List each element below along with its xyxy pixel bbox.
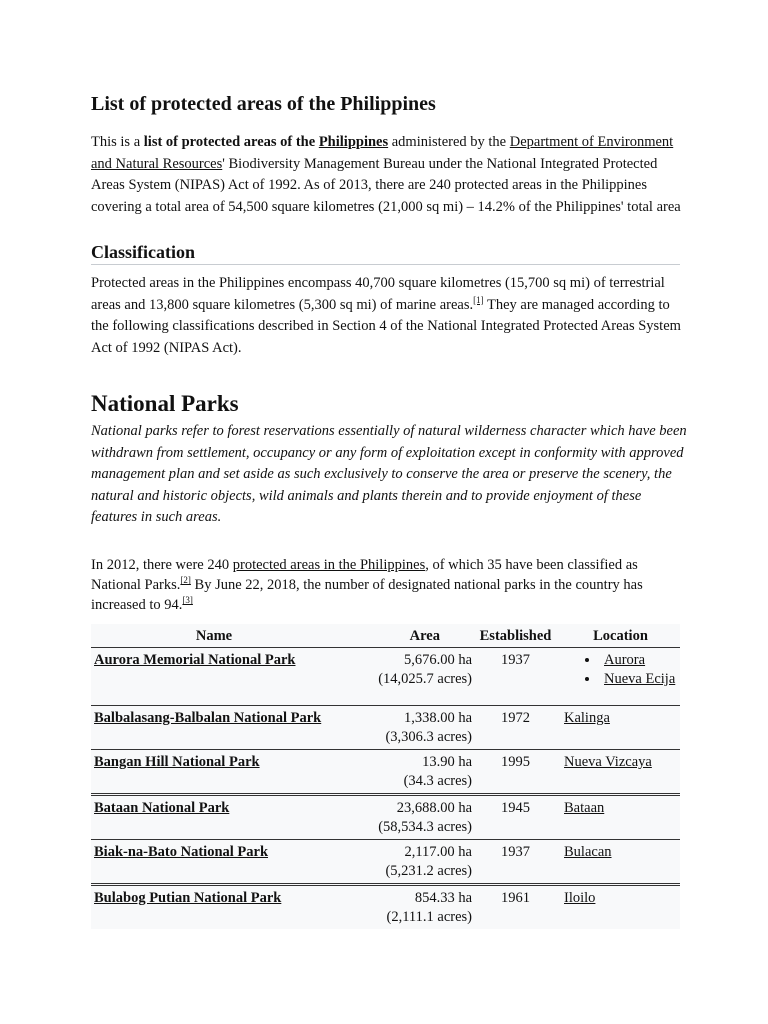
intro-bold-text: list of protected areas of the	[143, 134, 319, 150]
table-row	[91, 706, 680, 750]
location-column-header[interactable]: Location	[556, 624, 680, 648]
table-row	[91, 885, 680, 930]
park-location	[556, 750, 680, 795]
intro-paragraph	[91, 132, 691, 218]
location-link[interactable]: Nueva Ecija	[604, 671, 676, 687]
table-row	[91, 750, 680, 795]
park-area-acres: (58,534.3 acres)	[378, 819, 472, 835]
national-parks-heading: National Parks	[91, 391, 239, 416]
national-parks-definition: National parks refer to forest reservations essentially of natural wilderness character which have been withdrawn from settlement, occupancy or any form of exploitation except in conformity with approved management plan and set aside as such exclusively to conserve the area or preserve the scenery, the natural and historic objects, wild animals and plants therein and to provide enjoyment of these features in such areas.	[91, 423, 687, 526]
park-location	[556, 885, 680, 930]
park-location	[556, 840, 680, 885]
name-column-header[interactable]: Name	[91, 624, 337, 648]
park-area-acres: (14,025.7 acres)	[378, 671, 472, 687]
park-area-ha: 13.90 ha	[422, 754, 472, 770]
protected-areas-link[interactable]: protected areas in the Philippines	[232, 557, 426, 573]
park-location	[556, 795, 680, 840]
park-established: 1937	[475, 840, 556, 885]
park-area	[337, 885, 475, 930]
park-name-link[interactable]: Bataan National Park	[94, 800, 230, 816]
table-header-row	[91, 624, 680, 648]
location-link[interactable]: Bulacan	[564, 844, 612, 860]
page-title: List of protected areas of the Philippines	[91, 93, 436, 115]
classification-text: They are managed according to the following classifications described in Section 4 of the National Integrated Protected Areas System Act of 1992 (NIPAS Act).	[91, 296, 681, 356]
park-area	[337, 648, 475, 706]
philippines-link[interactable]	[319, 134, 388, 150]
intro-text: ' Biodiversity Management Bureau under the National Integrated Protected Areas System (NIPAS) Act of 1992. As of 2013, there are 240 protected areas in the Philippines covering a total area of 54,500 square kilometres (21,000 sq mi) – 14.2% of the Philippines' total area	[91, 155, 681, 215]
list-item	[600, 670, 677, 689]
location-list	[564, 651, 677, 689]
park-name-link[interactable]: Bulabog Putian National Park	[94, 890, 282, 906]
denr-link[interactable]: Department of Environment and Natural Resources	[91, 134, 674, 172]
intro-text: administered by the	[388, 134, 510, 150]
park-area-acres: (5,231.2 acres)	[385, 863, 472, 879]
classification-heading: Classification	[91, 240, 680, 265]
park-established: 1937	[475, 648, 556, 706]
national-parks-paragraph	[91, 555, 691, 615]
park-established: 1961	[501, 890, 530, 906]
reference-1-link[interactable]: [1]	[473, 294, 484, 305]
established-column-header[interactable]: Established	[475, 624, 556, 648]
location-link[interactable]: Iloilo	[564, 890, 596, 906]
park-name-link[interactable]: Biak-na-Bato National Park	[94, 844, 269, 860]
np-text: By June 22, 2018, the number of designated national parks in the country has increased to 94.	[91, 577, 643, 613]
classification-text: Protected areas in the Philippines encompass 40,700 square kilometres (15,700 sq mi) of terrestrial areas and 13,800 square kilometres (5,300 sq mi) of marine areas.	[91, 275, 665, 313]
np-text: , of which 35 have been classified as National Parks.	[91, 557, 638, 593]
location-link[interactable]: Kalinga	[564, 710, 610, 726]
park-location	[556, 648, 680, 706]
park-area-acres: (34.3 acres)	[403, 773, 472, 789]
list-item	[600, 651, 677, 670]
area-column-header[interactable]: Area	[337, 624, 475, 648]
park-name-link[interactable]: Balbalasang-Balbalan National Park	[94, 710, 322, 726]
national-parks-table	[91, 624, 680, 929]
park-area-ha: 1,338.00 ha	[403, 710, 472, 726]
reference-2-link[interactable]: [2]	[180, 575, 191, 586]
park-area-ha: 23,688.00 ha	[396, 800, 472, 816]
park-name-link[interactable]: Bangan Hill National Park	[94, 754, 260, 770]
park-area	[337, 795, 475, 840]
park-area	[337, 750, 475, 795]
park-established: 1995	[475, 750, 556, 795]
park-name-link[interactable]: Aurora Memorial National Park	[94, 652, 296, 668]
park-area-acres: (2,111.1 acres)	[386, 909, 472, 925]
park-area	[337, 706, 475, 750]
location-link[interactable]: Aurora	[604, 652, 646, 668]
park-area-ha: 2,117.00 ha	[404, 844, 472, 860]
park-area-acres: (3,306.3 acres)	[385, 729, 472, 745]
table-row	[91, 840, 680, 885]
location-link[interactable]: Nueva Vizcaya	[564, 754, 652, 770]
park-area	[337, 840, 475, 885]
philippines-link-label: Philippines	[318, 134, 389, 150]
reference-3-link[interactable]: [3]	[182, 595, 193, 606]
park-location	[556, 706, 680, 750]
location-link[interactable]: Bataan	[564, 800, 605, 816]
np-text: In 2012, there were 240	[91, 557, 233, 573]
park-area-ha: 5,676.00 ha	[403, 652, 472, 668]
park-area-ha: 854.33 ha	[414, 890, 472, 906]
table-row	[91, 648, 680, 706]
classification-paragraph	[91, 273, 691, 359]
intro-text: This is a	[91, 134, 144, 150]
park-established: 1945	[475, 795, 556, 840]
park-established: 1972	[475, 706, 556, 750]
table-row	[91, 795, 680, 840]
